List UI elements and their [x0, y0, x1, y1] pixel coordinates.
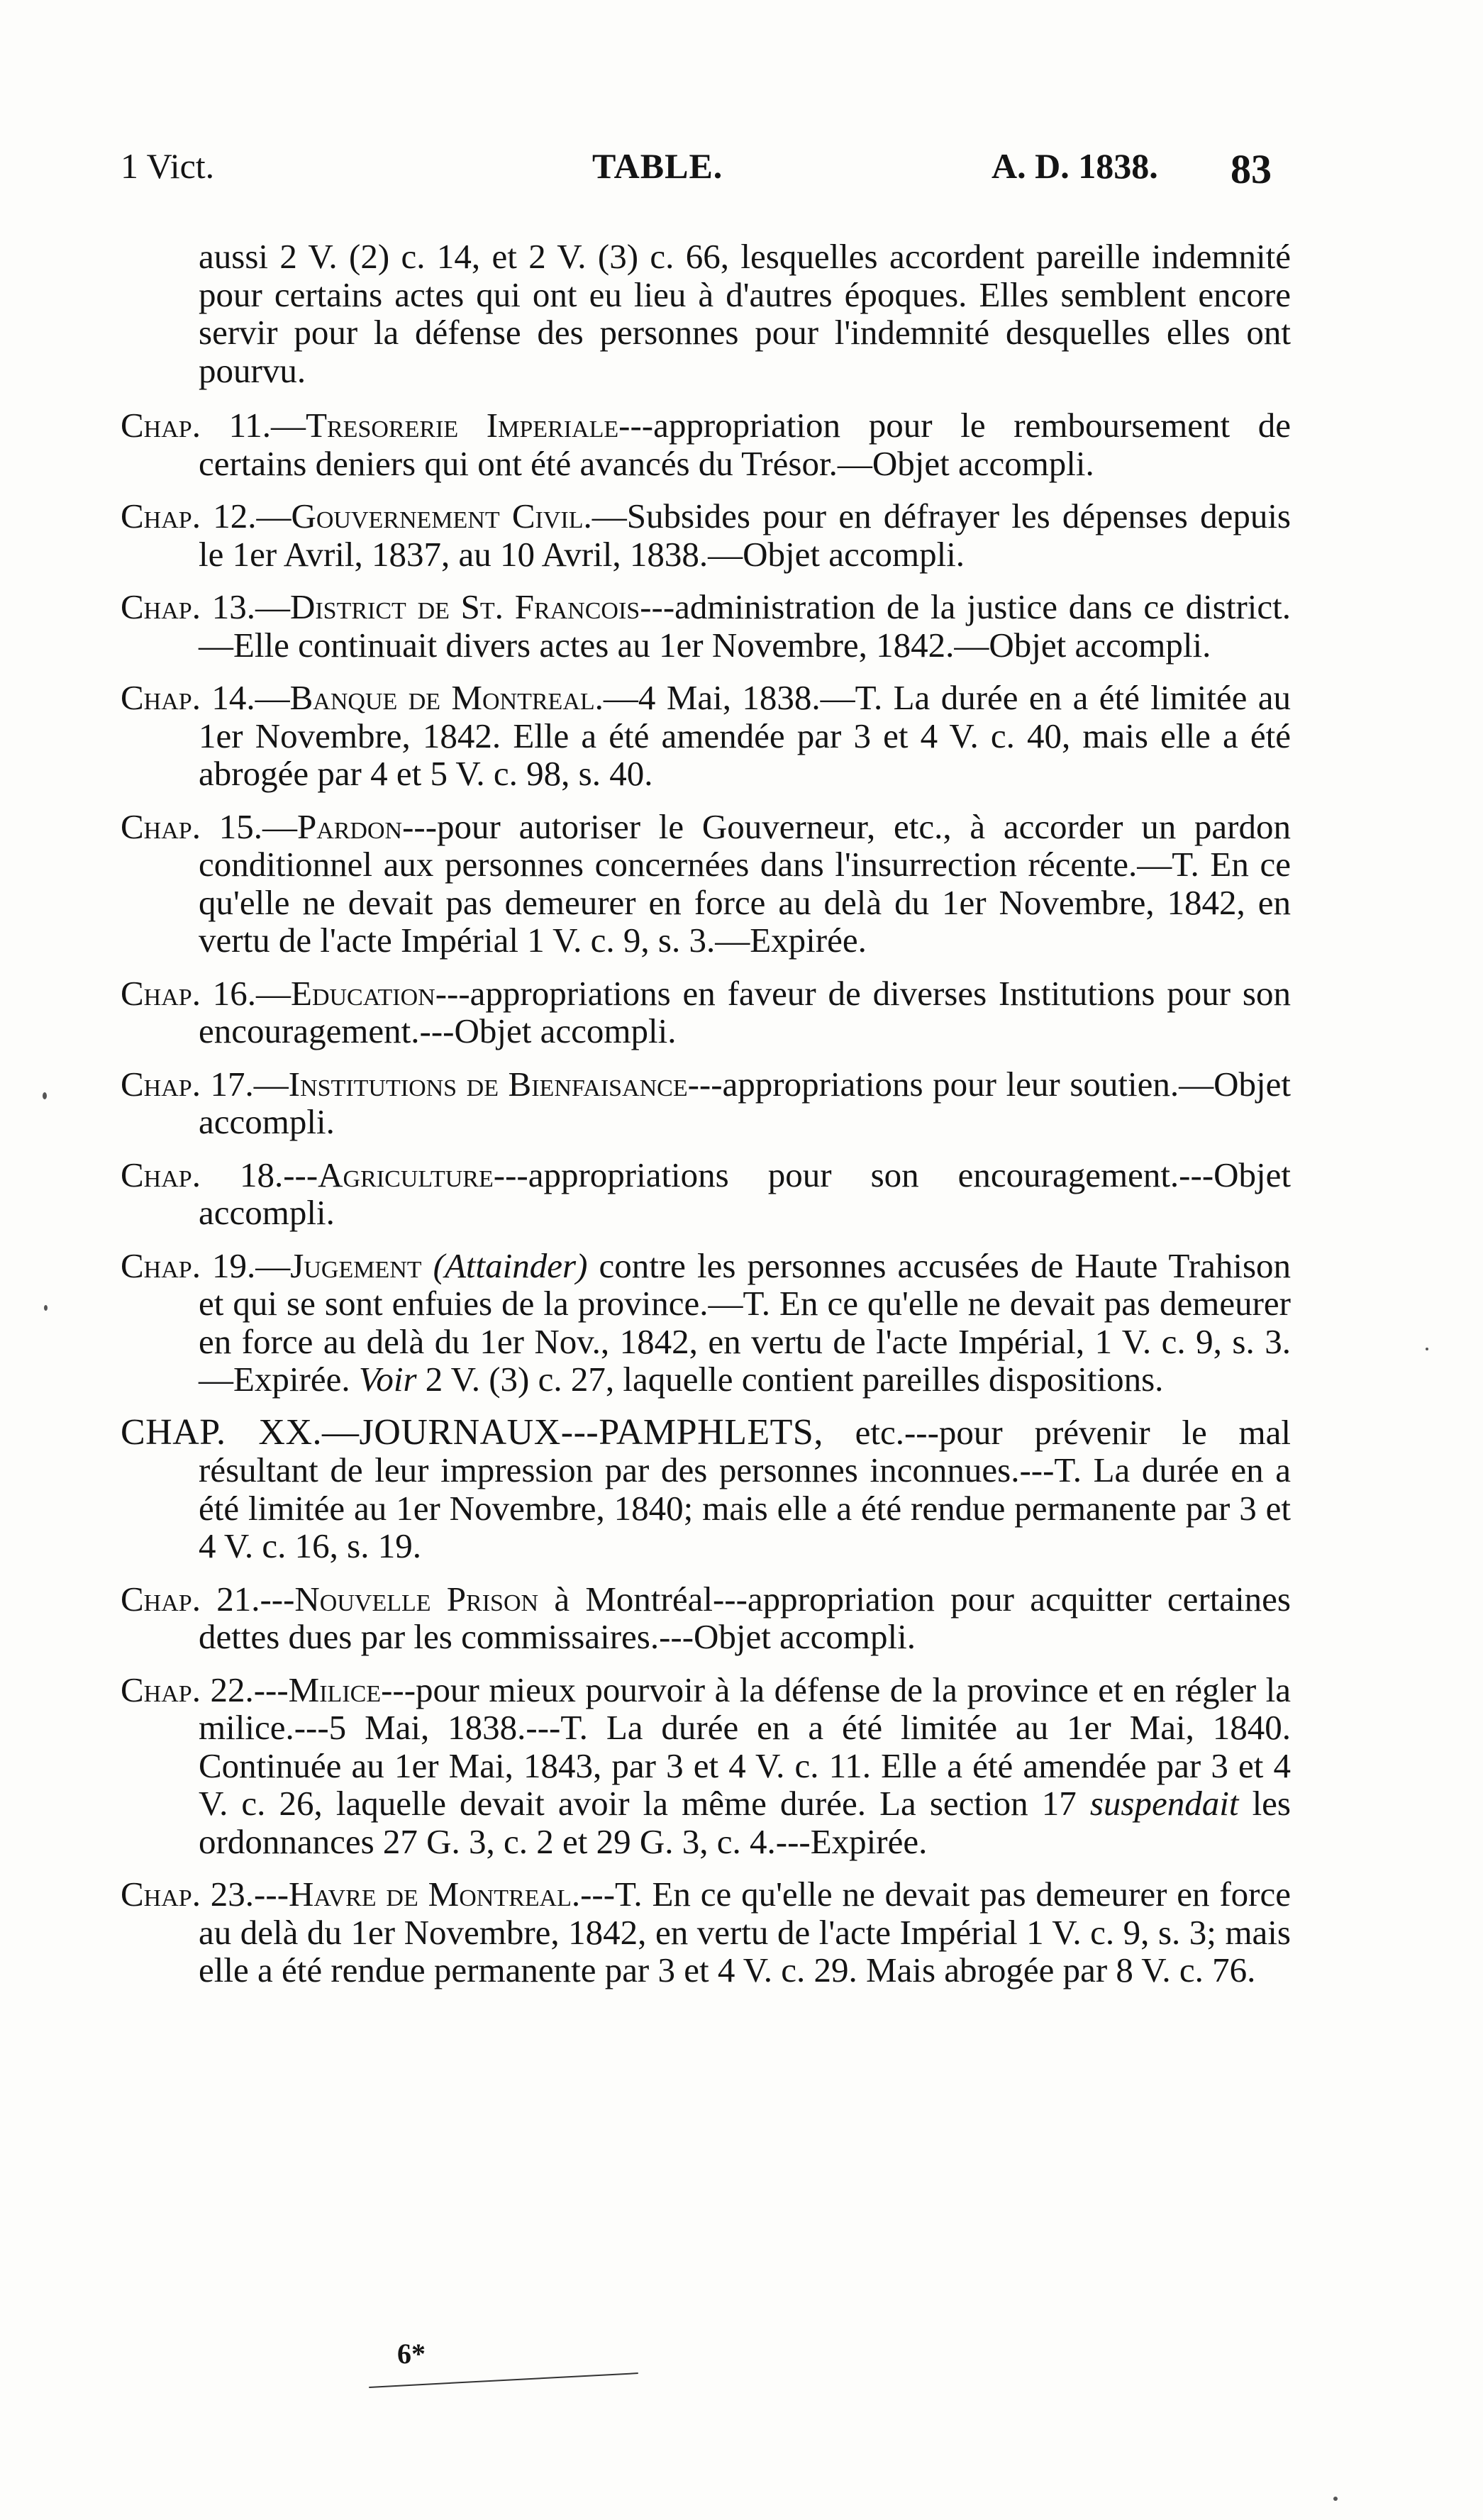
page-number: 83 — [1231, 146, 1272, 192]
entry-chap-16 — [121, 975, 1291, 1050]
chapter-number: Chap. 11.— — [121, 406, 306, 445]
chapter-text: à Montréal---appropriation pour acquitter certaines dettes dues par les commissaires.---Objet accompli. — [199, 1579, 1291, 1656]
continuation-paragraph: aussi 2 V. (2) c. 14, et 2 V. (3) c. 66, lesquelles accordent pareille indemnité pour certains actes qui ont eu lieu à d'autres époques. Elles semblent encore servir pour la défense des personnes pour l'indemnité desquelles elles ont pourvu. — [199, 237, 1291, 390]
header-title: TABLE. — [592, 146, 723, 186]
chapter-title: Education — [291, 973, 435, 1013]
chapter-title: Jugement — [290, 1245, 422, 1285]
chapter-text: ---pour autoriser le Gouverneur, etc., à accorder un pardon conditionnel aux personnes concernées dans l'insurrection récente.—T. En ce qu'elle ne devait pas demeurer en force au delà du 1er Novembre, 1842, en vertu de l'acte Impérial 1 V. c. 9, s. 3.—Expirée. — [199, 806, 1292, 960]
chapter-text: ---pour mieux pourvoir à la défense de la province et en régler la milice.---5 Mai, 1838.---T. La durée en a été limitée au 1er Mai, 1840. Continuée au 1er Mai, 1843, par 3 et 4 V. c. 11. Elle a été amendée par 3 et 4 V. c. 26, laquelle devait avoir la même durée. La section 17 — [199, 1670, 1292, 1823]
footer-rule — [369, 2372, 638, 2388]
header-year: A. D. 1838. — [992, 146, 1158, 186]
chapter-number: Chap. 13.— — [121, 587, 290, 626]
entry-chap-13 — [121, 588, 1291, 664]
scan-speck — [44, 1305, 48, 1311]
scan-speck — [1426, 1348, 1428, 1350]
chapter-italic-ref: suspendait — [1076, 1784, 1239, 1823]
chapter-number: Chap. 12.— — [121, 496, 291, 535]
chapter-title: District de St. Francois — [289, 587, 640, 626]
scan-speck — [43, 1092, 47, 1099]
chapter-text: ---appropriations pour son encouragement.---Objet accompli. — [199, 1155, 1291, 1232]
chapter-title: Nouvelle Prison — [294, 1579, 539, 1619]
chapter-text: —4 Mai, 1838.—T. La durée en a été limitée au 1er Novembre, 1842. Elle a été amendée par 3 et 4 V. c. 40, mais elle a été abrogée par 4 et 5 V. c. 98, s. 40. — [199, 678, 1292, 793]
signature-mark: 6* — [397, 2338, 426, 2370]
chapter-number: Chap. 14.— — [121, 678, 290, 717]
scan-speck — [1333, 2497, 1338, 2501]
chapter-italic-ref: Voir — [350, 1360, 417, 1399]
chapter-number: CHAP. XX.— — [121, 1411, 360, 1453]
chapter-title: Pardon — [296, 806, 403, 846]
entry-chap-23 — [121, 1875, 1291, 1989]
chapter-title: Banque de Montreal. — [289, 678, 604, 717]
entry-chap-21 — [121, 1580, 1291, 1656]
entry-chap-20 — [121, 1411, 1291, 1565]
entry-chap-11 — [121, 406, 1291, 482]
chapter-number: Chap. 21.--- — [121, 1579, 295, 1619]
chapter-title: Agriculture — [318, 1155, 494, 1194]
chapter-number: Chap. 16.— — [121, 973, 291, 1013]
chapter-number: Chap. 19.— — [121, 1245, 291, 1285]
chapter-title: Gouvernement Civil. — [291, 496, 592, 535]
chapter-title: Milice — [288, 1670, 382, 1709]
entry-chap-19 — [121, 1247, 1291, 1399]
chapter-number: Chap. 18.--- — [121, 1155, 318, 1194]
chapter-text: ---appropriations pour leur soutien.—Objet accompli. — [199, 1064, 1291, 1141]
chapter-italic-term: (Attainder) — [433, 1245, 588, 1285]
chapter-text: ---appropriation pour le remboursement de certains deniers qui ont été avancés du Trésor.—Objet accompli. — [199, 406, 1291, 483]
page-footer — [369, 2337, 652, 2401]
chapter-text: ---administration de la justice dans ce district.—Elle continuait divers actes au 1er Novembre, 1842.—Objet accompli. — [199, 587, 1291, 665]
chapter-text-tail: les ordonnances 27 G. 3, c. 2 et 29 G. 3, c. 4.---Expirée. — [199, 1784, 1291, 1861]
running-header — [121, 145, 1291, 195]
chapter-title: Tresorerie Imperiale — [306, 406, 619, 445]
chapter-text: etc.---pour prévenir le mal résultant de leur impression par des personnes inconnues.---T. La durée en a été limitée au 1er Novembre, 1840; mais elle a été rendue permanente par 3 et 4 V. c. 16, s. 19. — [199, 1412, 1291, 1565]
entry-chap-22 — [121, 1671, 1291, 1861]
entry-chap-14 — [121, 679, 1291, 793]
chapter-text: —Subsides pour en défrayer les dépenses depuis le 1er Avril, 1837, au 10 Avril, 1838.—Objet accompli. — [199, 496, 1291, 574]
entry-chap-18 — [121, 1156, 1291, 1232]
chapter-number: Chap. 15.— — [121, 806, 297, 846]
table-entries — [121, 238, 1291, 2004]
entry-chap-12 — [121, 497, 1291, 573]
header-regnal-year: 1 Vict. — [121, 146, 215, 186]
chapter-title: Institutions de Bienfaisance — [288, 1064, 688, 1104]
chapter-text: ---T. En ce qu'elle ne devait pas demeurer en force au delà du 1er Novembre, 1842, en vertu de l'acte Impérial 1 V. c. 9, s. 3; mais elle a été rendue permanente par 3 et 4 V. c. 29. Mais abrogée par 8 V. c. 76. — [199, 1875, 1291, 1989]
chapter-title: Havre de Montreal. — [289, 1875, 581, 1914]
chapter-number: Chap. 23.--- — [121, 1875, 289, 1914]
chapter-text-tail: 2 V. (3) c. 27, laquelle contient pareilles dispositions. — [416, 1360, 1164, 1399]
entry-chap-17 — [121, 1065, 1291, 1141]
chapter-text: contre les personnes accusées de Haute Trahison et qui se sont enfuies de la province.—T. En ce qu'elle ne devait pas demeurer en force au delà du 1er Nov., 1842, en vertu de l'acte Impérial, 1 V. c. 9, s. 3.—Expirée. — [199, 1245, 1292, 1399]
entry-chap-15 — [121, 808, 1291, 960]
chapter-number: Chap. 17.— — [121, 1064, 289, 1104]
chapter-number: Chap. 22.--- — [121, 1670, 289, 1709]
chapter-text: ---appropriations en faveur de diverses Institutions pour son encouragement.---Objet accompli. — [199, 973, 1291, 1050]
chapter-title: JOURNAUX---PAMPHLETS, — [359, 1411, 823, 1453]
